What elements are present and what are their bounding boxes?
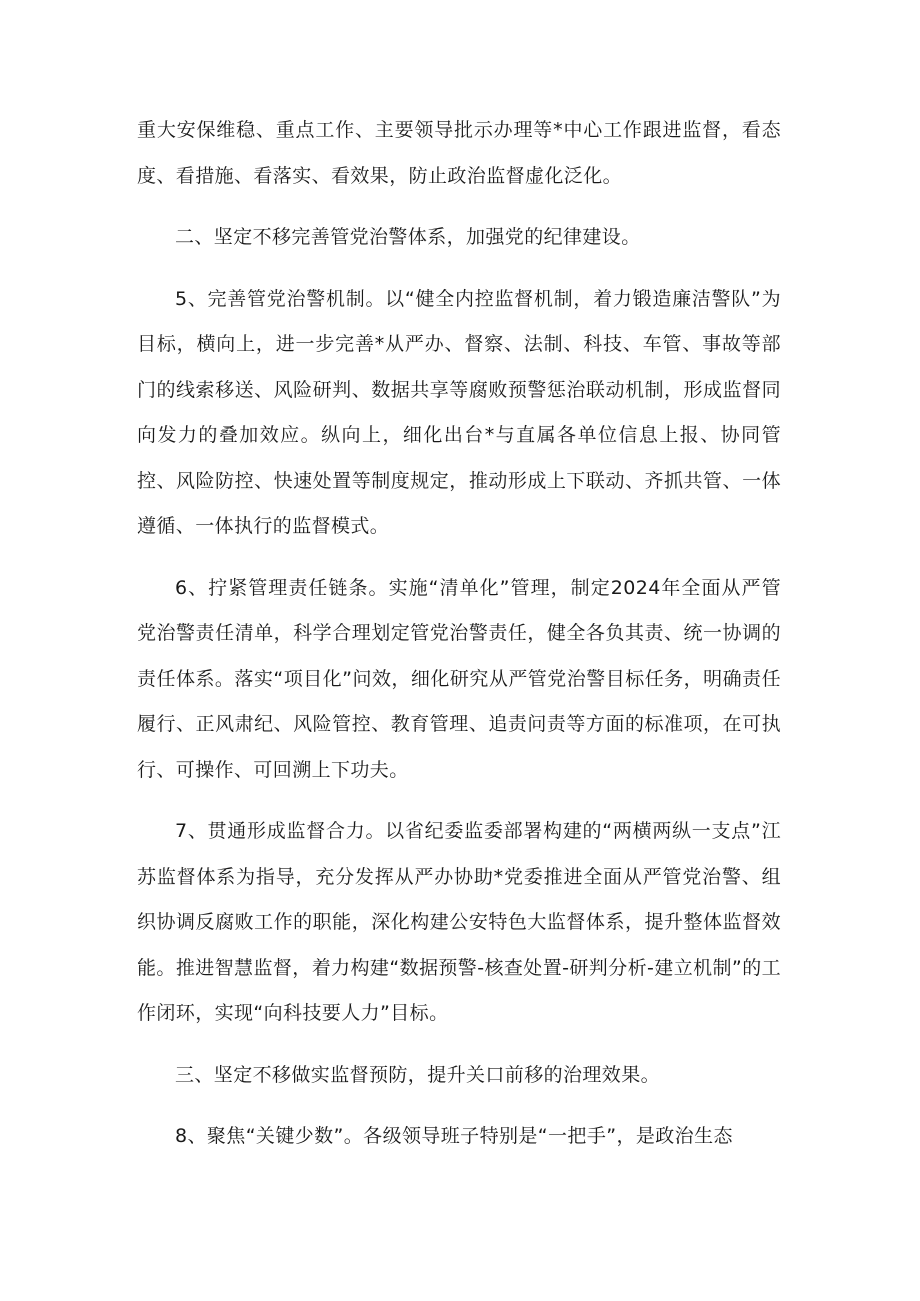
paragraph-item-5: 5、完善管党治警机制。以“健全内控监督机制，着力锻造廉洁警队”为目标，横向上，进一步完善*从严办、督察、法制、科技、车管、事故等部门的线索移送、风险研判、数据共享等腐败预警惩治联动机制，形成监督同向发力的叠加效应。纵向上，细化出台*与直属各单位信息上报、协同管控、风险防控、快速处置等制度规定，推动形成上下联动、齐抓共管、一体遵循、一体执行的监督模式。 bbox=[137, 287, 781, 537]
paragraph-item-8: 8、聚焦“关键少数”。各级领导班子特别是“一把手”，是政治生态 bbox=[175, 1125, 733, 1147]
section-heading-2: 二、坚定不移完善管党治警体系，加强党的纪律建设。 bbox=[175, 226, 641, 248]
document-body bbox=[137, 108, 781, 1176]
paragraph-continuation: 重大安保维稳、重点工作、主要领导批示办理等*中心工作跟进监督，看态度、看措施、看落实、看效果，防止政治监督虚化泛化。 bbox=[137, 119, 781, 187]
paragraph-item-7: 7、贯通形成监督合力。以省纪委监委部署构建的“两横两纵一支点”江苏监督体系为指导，充分发挥从严办协助*党委推进全面从严管党治警、组织协调反腐败工作的职能，深化构建公安特色大监督体系，提升整体监督效能。推进智慧监督，着力构建“数据预警-核查处置-研判分析-建立机制”的工作闭环，实现“向科技要人力”目标。 bbox=[137, 820, 781, 1024]
paragraph-item-6: 6、拧紧管理责任链条。实施“清单化”管理，制定2024年全面从严管党治警责任清单，科学合理划定管党治警责任，健全各负其责、统一协调的责任体系。落实“项目化”问效，细化研究从严管党治警目标任务，明确责任履行、正风肃纪、风险管控、教育管理、追责问责等方面的标准项，在可执行、可操作、可回溯上下功夫。 bbox=[137, 576, 781, 781]
section-heading-3: 三、坚定不移做实监督预防，提升关口前移的治理效果。 bbox=[175, 1063, 661, 1086]
